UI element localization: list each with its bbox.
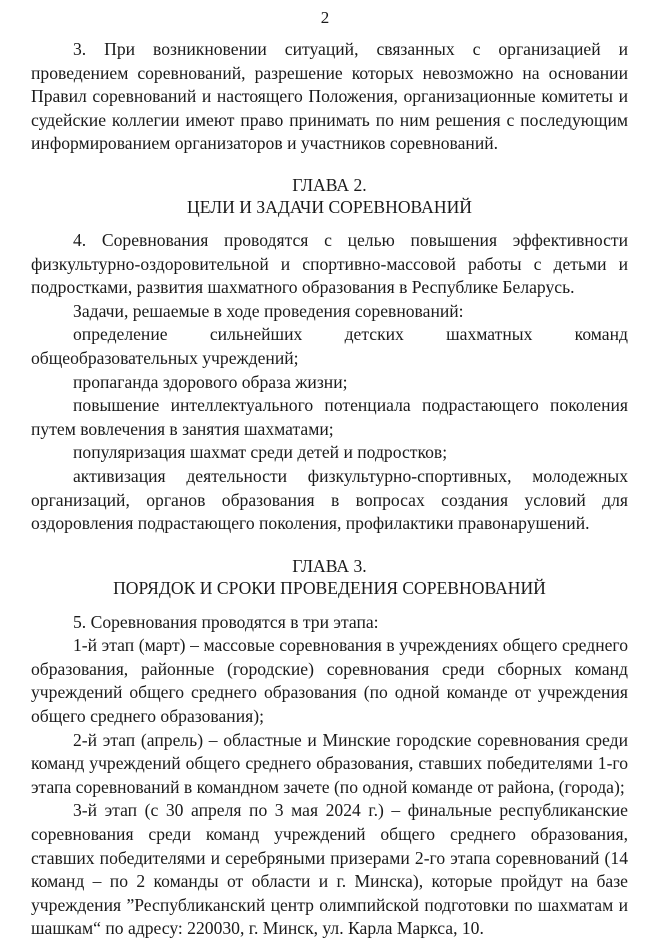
chapter-3-title: ПОРЯДОК И СРОКИ ПРОВЕДЕНИЯ СОРЕВНОВАНИЙ	[113, 577, 546, 598]
tasks-intro: Задачи, решаемые в ходе проведения соревнований:	[73, 300, 464, 321]
stage-2: 2-й этап (апрель) – областные и Минские городские соревнования среди команд учреждений общего среднего образования, ставших победителями 1-го этапа соревнований в командном зачете (по одной команде от района, (города);	[31, 729, 628, 797]
task-item: пропаганда здорового образа жизни;	[73, 371, 348, 392]
document-body	[31, 38, 628, 941]
task-item: определение сильнейших детских шахматных команд общеобразовательных учреждений;	[31, 324, 628, 368]
paragraph-5: 5. Соревнования проводятся в три этапа:	[73, 611, 379, 632]
paragraph-4: 4. Соревнования проводятся с целью повышения эффективности физкультурно-оздоровительной и спортивно-массовой работы с детьми и подростками, развития шахматного образования в Республике Беларусь.	[31, 229, 628, 298]
task-item: популяризация шахмат среди детей и подростков;	[73, 442, 448, 463]
chapter-3-number: ГЛАВА 3.	[292, 555, 367, 576]
chapter-2-number: ГЛАВА 2.	[292, 174, 367, 195]
chapter-2-heading	[31, 174, 628, 218]
stage-3: 3-й этап (с 30 апреля по 3 мая 2024 г.) – финальные республиканские соревнования среди команд учреждений общего среднего образования, ставших победителями и серебряными призерами 2-го этапа соревнований (14 команд – по 2 команды от области и г. Минска), которые пройдут на базе учреждения ”Республиканский центр олимпийской подготовки по шахматам и шашкам“ по адресу: 220030, г. Минск, ул. Карла Маркса, 10.	[31, 800, 628, 939]
task-item: активизация деятельности физкультурно-спортивных, молодежных организаций, органов образования в вопросах создания условий для оздоровления подрастающего поколения, профилактики правонарушений.	[31, 465, 628, 534]
chapter-2-title: ЦЕЛИ И ЗАДАЧИ СОРЕВНОВАНИЙ	[186, 196, 473, 217]
paragraph-3: 3. При возникновении ситуаций, связанных с организацией и проведением соревнований, разрешение которых невозможно на основании Правил соревнований и настоящего Положения, организационные комитеты и судейские коллегии имеют право принимать по ним решения с последующим информированием организаторов и участников соревнований.	[31, 39, 628, 154]
page-number: 2	[320, 8, 330, 27]
chapter-3-heading	[31, 555, 628, 599]
stage-1: 1-й этап (март) – массовые соревнования в учреждениях общего среднего образования, районные (городские) соревнования среди сборных команд учреждений общего среднего образования (по одной команде от учреждения общего среднего образования);	[31, 635, 628, 727]
task-item: повышение интеллектуального потенциала подрастающего поколения путем вовлечения в занятия шахматами;	[31, 395, 628, 439]
